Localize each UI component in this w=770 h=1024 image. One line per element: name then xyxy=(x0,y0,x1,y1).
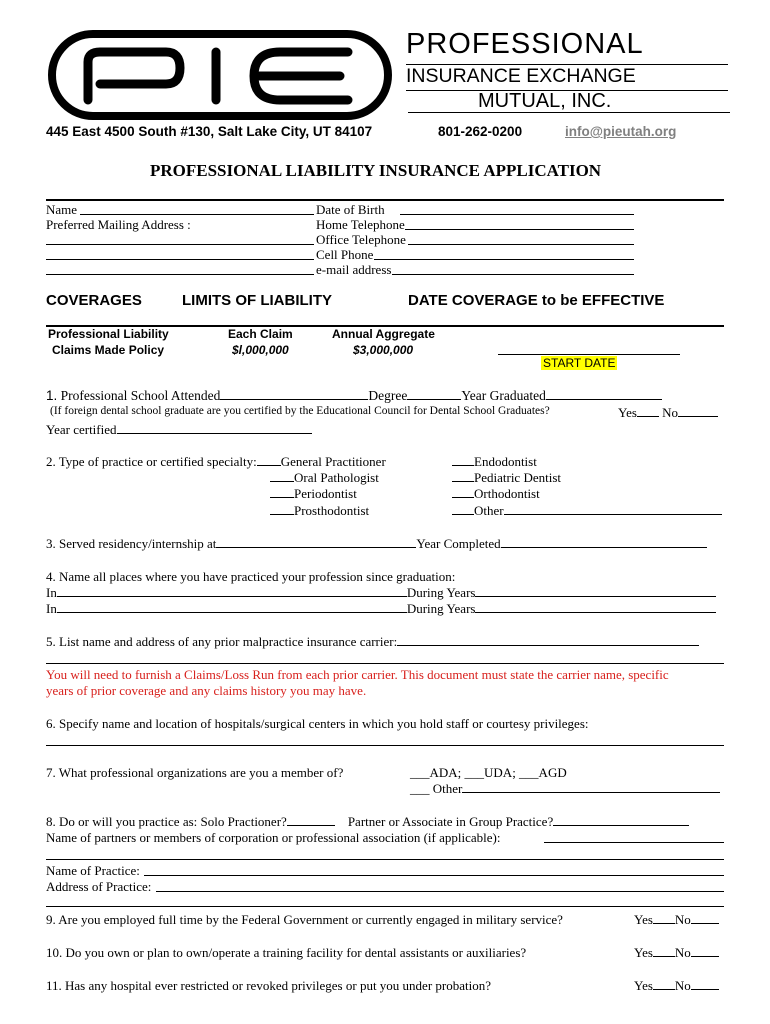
policy-line-2: Claims Made Policy xyxy=(52,343,165,357)
dob-label: Date of Birth xyxy=(316,202,385,217)
q2-prompt xyxy=(46,454,386,470)
each-claim-value: $l,000,000 xyxy=(232,343,289,357)
dob-field[interactable] xyxy=(400,214,634,215)
home-phone-label: Home Telephone xyxy=(316,217,405,232)
practice-address-field-2[interactable] xyxy=(46,906,724,907)
q4-place-field-1[interactable] xyxy=(57,585,407,597)
year-certified-field[interactable] xyxy=(117,422,312,434)
q5-note-line-2: years of prior coverage and any claims history you may have. xyxy=(46,683,367,698)
q2-oral-label: Oral Pathologist xyxy=(294,470,379,485)
q9-yes-field[interactable] xyxy=(653,912,675,924)
limits-heading: LIMITS OF LIABILITY xyxy=(182,292,332,309)
q1-foreign-row xyxy=(50,405,550,417)
q9-prompt: 9. Are you employed full time by the Federal Government or currently engaged in military service? xyxy=(46,912,563,927)
contact-address: 445 East 4500 South #130, Salt Lake City, UT 84107 xyxy=(46,124,373,139)
q2-oral-field[interactable] xyxy=(270,470,294,482)
practice-name-row xyxy=(46,863,140,879)
q11-no-field[interactable] xyxy=(691,978,719,990)
q7-other-label: ___ Other xyxy=(410,781,463,796)
q4-place-field-2[interactable] xyxy=(57,601,407,613)
q4-during-label-1: During Years xyxy=(406,585,476,600)
pie-logo-mark xyxy=(48,30,393,122)
coverages-heading: COVERAGES xyxy=(46,292,142,309)
q5-row xyxy=(46,634,699,650)
solo-field[interactable] xyxy=(287,814,335,826)
q11-yes-label: Yes xyxy=(634,978,653,993)
each-claim-label: Each Claim xyxy=(228,327,293,341)
start-date-label: START DATE xyxy=(543,356,616,370)
q8-partners-label: Name of partners or members of corporation or professional association (if applicable): xyxy=(46,830,501,845)
office-phone-label: Office Telephone xyxy=(316,232,406,247)
mailing-field-1[interactable] xyxy=(46,244,314,245)
effective-date-heading: DATE COVERAGE to be EFFECTIVE xyxy=(408,292,665,309)
q7-orgs[interactable]: ___ADA; ___UDA; ___AGD xyxy=(410,765,567,780)
mailing-label: Preferred Mailing Address : xyxy=(46,217,191,232)
email-field[interactable] xyxy=(392,274,634,275)
practice-address-label: Address of Practice: xyxy=(46,879,152,894)
aggregate-label: Annual Aggregate xyxy=(332,327,435,341)
q6-prompt: 6. Specify name and location of hospitals/surgical centers in which you hold staff or courtesy privileges: xyxy=(46,716,589,731)
q8-prompt: 8. Do or will you practice as: Solo Practioner? xyxy=(46,814,287,829)
logo-line-3: MUTUAL, INC. xyxy=(478,90,612,112)
aggregate-value: $3,000,000 xyxy=(353,343,414,357)
q8-row xyxy=(46,814,689,830)
q4-years-field-1[interactable] xyxy=(475,585,716,597)
q1-yes-label: Yes xyxy=(618,405,637,420)
q2-prostho-label: Prosthodontist xyxy=(294,503,370,518)
page-title: PROFESSIONAL LIABILITY INSURANCE APPLICATION xyxy=(150,161,602,180)
q9-no-field[interactable] xyxy=(691,912,719,924)
q2-general-field[interactable] xyxy=(257,454,281,466)
q2-pedo-label: Pediatric Dentist xyxy=(474,470,562,485)
policy-line-1: Professional Liability xyxy=(48,327,169,341)
q5-prompt: 5. List name and address of any prior malpractice insurance carrier: xyxy=(46,634,398,649)
q2-endo-row xyxy=(452,454,537,470)
q11-yes-field[interactable] xyxy=(653,978,675,990)
q2-oral-row xyxy=(270,470,379,486)
q2-prostho-row xyxy=(270,503,369,519)
q9-answer xyxy=(634,912,719,928)
q3-row xyxy=(46,536,707,552)
q2-pedo-row xyxy=(452,470,561,486)
q1-foreign-answer xyxy=(618,405,718,421)
q3-prompt: 3. Served residency/internship at xyxy=(46,536,217,551)
q9-no-label: No xyxy=(674,912,691,927)
q10-no-field[interactable] xyxy=(691,945,719,957)
cell-phone-label: Cell Phone xyxy=(316,247,374,262)
partners-field-1[interactable] xyxy=(544,842,724,843)
name-label: Name xyxy=(46,202,78,217)
q10-yes-label: Yes xyxy=(634,945,653,960)
q4-during-label-2: During Years xyxy=(406,601,476,616)
q4-years-field-2[interactable] xyxy=(475,601,716,613)
carrier-field-2[interactable] xyxy=(46,663,724,664)
q5-note-line-1: You will need to furnish a Claims/Loss Run from each prior carrier. This document must state the carrier name, specific xyxy=(46,667,669,682)
degree-field[interactable] xyxy=(407,388,461,400)
q4-prompt: 4. Name all places where you have practiced your profession since graduation: xyxy=(46,569,456,584)
q2-endo-field[interactable] xyxy=(452,454,474,466)
q2-ortho-field[interactable] xyxy=(452,486,474,498)
partners-field-2[interactable] xyxy=(46,859,724,860)
q2-other-row xyxy=(452,503,722,519)
year-graduated-field[interactable] xyxy=(546,388,662,400)
q1-degree-label: Degree xyxy=(368,388,408,403)
q10-answer xyxy=(634,945,719,961)
q2-endo-label: Endodontist xyxy=(474,454,537,469)
q11-answer xyxy=(634,978,719,994)
q9-yes-label: Yes xyxy=(634,912,653,927)
practice-address-row xyxy=(46,879,151,895)
cell-phone-field[interactable] xyxy=(374,259,634,260)
logo-line-2: INSURANCE EXCHANGE xyxy=(406,65,636,87)
q2-other-field[interactable] xyxy=(504,503,722,515)
q4-in-label-2: In xyxy=(46,601,57,616)
q4-place-row-2 xyxy=(46,601,716,617)
partner-field[interactable] xyxy=(553,814,689,826)
q2-general-label: General Practitioner xyxy=(280,454,386,469)
q2-prompt-text: 2. Type of practice or certified specialty: xyxy=(46,454,257,469)
company-logo xyxy=(48,30,738,122)
q1-row xyxy=(46,388,662,404)
q2-perio-field[interactable] xyxy=(270,486,294,498)
q1-year-certified-row xyxy=(46,422,312,438)
q11-no-label: No xyxy=(674,978,691,993)
q11-prompt: 11. Has any hospital ever restricted or revoked privileges or put you under probation? xyxy=(46,978,491,993)
residency-field[interactable] xyxy=(216,536,416,548)
q4-place-row-1 xyxy=(46,585,716,601)
q2-perio-row xyxy=(270,486,357,502)
q10-prompt: 10. Do you own or plan to own/operate a training facility for dental assistants or auxiliaries? xyxy=(46,945,527,960)
logo-rule-3 xyxy=(408,112,730,113)
q1-year-grad-label: Year Graduated xyxy=(461,388,546,403)
school-field[interactable] xyxy=(220,388,368,400)
q2-prostho-field[interactable] xyxy=(270,503,294,515)
q2-other-check[interactable] xyxy=(452,503,474,515)
email-label: e-mail address xyxy=(316,262,392,277)
name-field[interactable] xyxy=(80,214,314,215)
q1-foreign-text: (If foreign dental school graduate are you certified by the Educational Council for Dental School Graduates? xyxy=(50,405,550,417)
q2-other-label: Other xyxy=(474,503,504,518)
q1-year-certified-label: Year certified xyxy=(46,422,117,437)
practice-address-field-1[interactable] xyxy=(156,891,724,892)
year-completed-field[interactable] xyxy=(501,536,707,548)
q10-no-label: No xyxy=(674,945,691,960)
home-phone-field[interactable] xyxy=(405,229,634,230)
q7-prompt: 7. What professional organizations are you a member of? xyxy=(46,765,344,780)
logo-line-1: PROFESSIONAL xyxy=(406,28,644,60)
hospitals-field[interactable] xyxy=(46,745,724,746)
q1-no-label: No xyxy=(662,405,679,420)
q3-year-label: Year Completed xyxy=(416,536,501,551)
q1-yes-field[interactable] xyxy=(637,405,659,417)
mailing-field-3[interactable] xyxy=(46,274,314,275)
q8-partners-row xyxy=(46,830,500,846)
office-phone-field[interactable] xyxy=(408,244,634,245)
q7-other-row xyxy=(410,781,720,797)
q1-no-field[interactable] xyxy=(678,405,718,417)
start-date-field[interactable] xyxy=(498,354,680,355)
q1-number: 1. xyxy=(46,388,58,403)
contact-email[interactable]: info@pieutah.org xyxy=(565,124,677,139)
practice-name-field[interactable] xyxy=(144,875,724,876)
q8-partner-label: Partner or Associate in Group Practice? xyxy=(347,814,554,829)
q4-in-label-1: In xyxy=(46,585,57,600)
q7-other-field[interactable] xyxy=(462,781,720,793)
q2-pedo-field[interactable] xyxy=(452,470,474,482)
q1-school-label: Professional School Attended xyxy=(60,388,221,403)
title-divider xyxy=(46,199,724,201)
carrier-field-1[interactable] xyxy=(397,634,699,646)
q10-yes-field[interactable] xyxy=(653,945,675,957)
q2-ortho-row xyxy=(452,486,540,502)
q2-ortho-label: Orthodontist xyxy=(474,486,540,501)
contact-phone: 801-262-0200 xyxy=(438,124,523,139)
practice-name-label: Name of Practice: xyxy=(46,863,140,878)
mailing-field-2[interactable] xyxy=(46,259,314,260)
q2-perio-label: Periodontist xyxy=(294,486,357,501)
